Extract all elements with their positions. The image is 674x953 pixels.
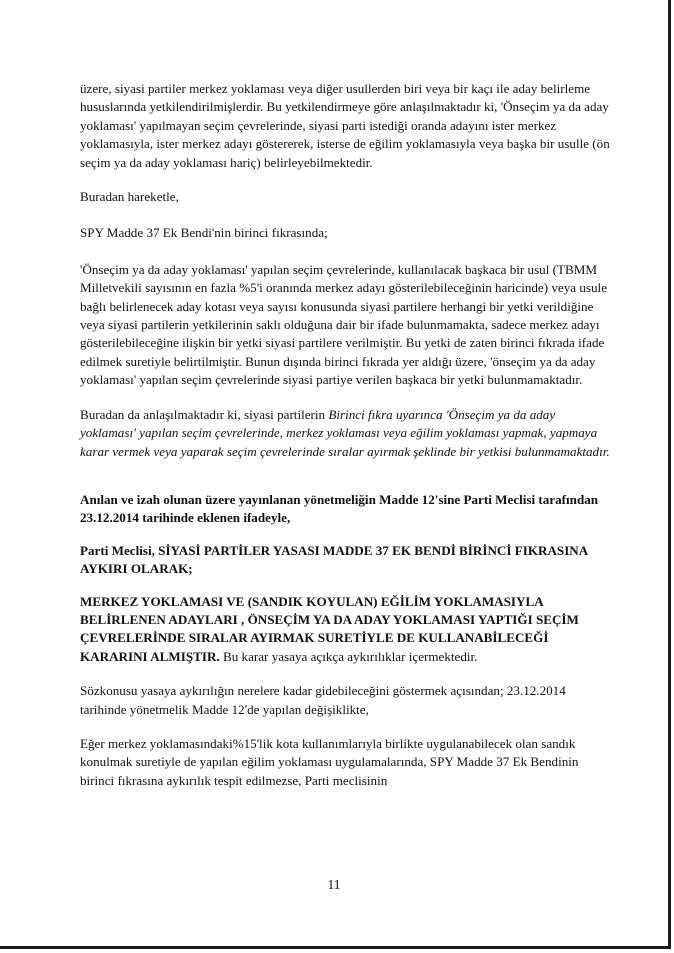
paragraph-3: SPY Madde 37 Ek Bendi'nin birinci fıkrasında;	[80, 225, 328, 241]
paragraph-5-italic-text: Birinci fıkra uyarınca 'Önseçim ya da aday yoklaması' yapılan seçim çevrelerinde, merkez yoklaması veya eğilim yoklaması yapmak, yapmaya karar vermek veya yaparak seçim çevrelerinde sıralar ayırmak şeklinde bir yetkisi bulunmamaktadır.	[80, 406, 610, 459]
paragraph-8-text: Bu karar yasaya açıkça aykırılıklar içermektedir.	[219, 648, 478, 664]
page-number: 11	[327, 877, 341, 892]
paragraph-8	[80, 593, 610, 667]
paragraph-2: Buradan hareketle,	[80, 189, 179, 205]
paragraph-6: Anılan ve izah olunan üzere yayınlanan yönetmeliğin Madde 12'sine Parti Meclisi tarafından 23.12.2014 tarihinde eklenen ifadeyle,	[80, 491, 599, 526]
paragraph-4: 'Önseçim ya da aday yoklaması' yapılan seçim çevrelerinde, kullanılacak başkaca bir usul (TBMM Milletvekili sayısının en fazla %5'i oranında merkez adayı gösterilebileceğinin haricinde) veya usule bağlı belirlenecek aday kotası veya sayısı konusunda siyasi partilere herhangi bir yetki verildiğine veya siyasi partilerin yetkilerinin saklı olduğuna dair bir ifade bulunmamakta, sadece merkez adayı gösterilebileceğine ilişkin bir yetki siyasi partilere verilmiştir. Bu yetki de zaten birinci fıkrada ifade edilmek suretiyle belirtilmiştir. Bunun dışında birinci fıkrada yer aldığı üzere, 'önseçim ya da aday yoklaması' yapılan seçim çevrelerinde siyasi partiye verilen başkaca bir yetki bulunmamaktadır.	[80, 261, 608, 388]
paragraph-1: üzere, siyasi partiler merkez yoklaması veya diğer usullerden biri veya bir kaçı ile aday belirleme hususlarında yetkilendirilmişlerdir. Bu yetkilendirmeye göre anlaşılmaktadır ki, 'Önseçim ya da aday yoklaması' yapılmayan seçim çevrelerinde, siyasi parti istediği oranda adayını ister merkez yoklamasıyla, ister merkez adayı göstererek, isterse de eğilim yoklamasıyla veya başka bir usulle (ön seçim ya da aday yoklaması hariç) belirleyebilmektedir.	[80, 81, 610, 170]
paragraph-9: Sözkonusu yasaya aykırılığın nerelere kadar gidebileceğini göstermek açısından; 23.12.2014 tarihinde yönetmelik Madde 12'de yapılan değişiklikte,	[80, 683, 566, 717]
paragraph-8-caps-text: MERKEZ YOKLAMASI VE (SANDIK KOYULAN) EĞİLİM YOKLAMASIYLA BELİRLENEN ADAYLARI , ÖNSEÇİM YA DA ADAY YOKLAMASI YAPTIĞI SEÇİM ÇEVRELERİNDE SIRALAR AYIRMAK SURETİYLE DE KULLANABİLECEĞİ KARARINI ALMIŞTIR.	[80, 593, 579, 664]
paragraph-5-text: Buradan da anlaşılmaktadır ki, siyasi partilerin	[80, 406, 329, 422]
document-body	[80, 80, 610, 806]
paragraph-7: Parti Meclisi, SİYASİ PARTİLER YASASI MADDE 37 EK BENDİ BİRİNCİ FIKRASINA AYKIRI OLARAK;	[80, 542, 588, 577]
paragraph-10: Eğer merkez yoklamasındaki%15'lik kota kullanımlarıyla birlikte uygulanabilecek olan sandık konulmak suretiyle de yapılan eğilim yoklaması uygulamalarında, SPY Madde 37 Ek Bendinin birinci fıkrasına aykırılık tespit edilmezse, Parti meclisinin	[80, 735, 579, 788]
paragraph-5	[80, 406, 610, 461]
